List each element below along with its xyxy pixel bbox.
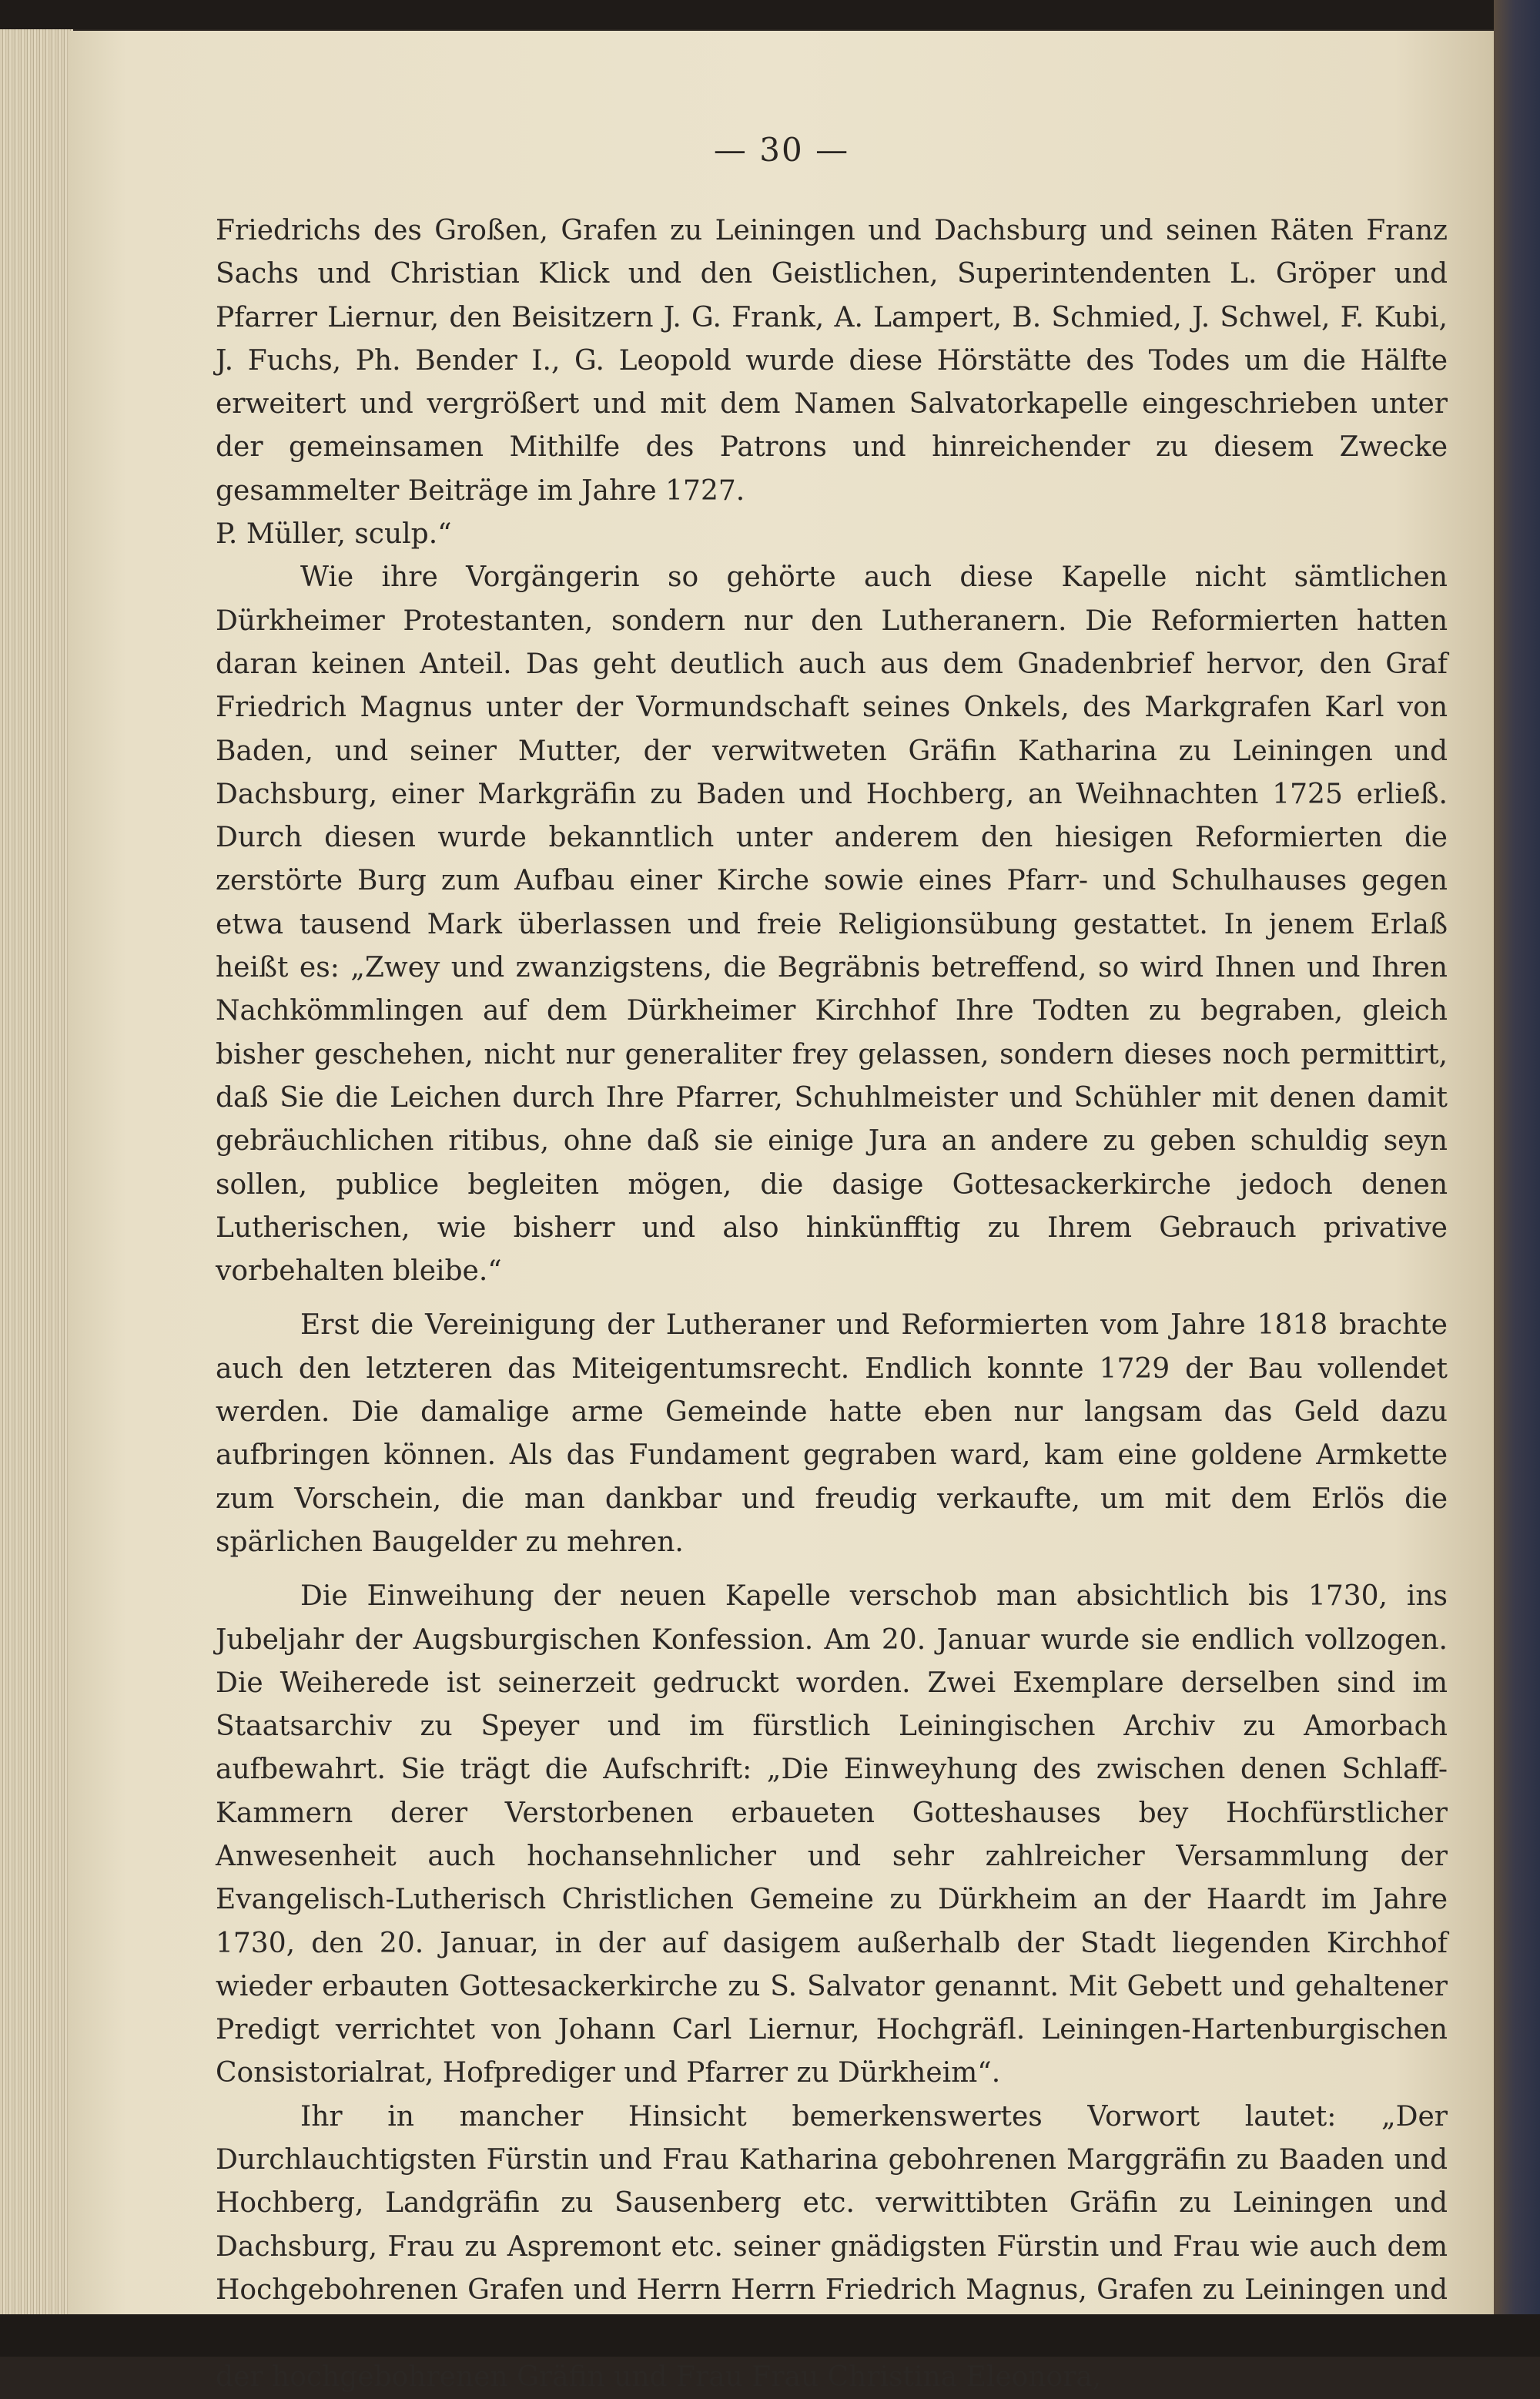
page-number: — 30 — [713,131,850,169]
paragraph: Ihr in mancher Hinsicht bemerkenswertes Vorwort lautet: „Der Durchlauchtigsten Fürstin und Frau Katharina gebohrenen Marggräfin zu Baaden und Hochberg, Landgräfin zu Sausenberg etc. verwittibten Gräfin zu Leiningen und Dachsburg, Frau zu Aspremont etc. seiner gnädigsten Fürstin und Frau wie auch dem Hochgebohrenen Grafen und Herrn Herrn Friedrich Magnus, Grafen zu Leiningen und der hochgebohrenen Gräfin und Frau Frau Christina Eleonora, [216,2100,1448,2393]
paragraph-continuation: Friedrichs des Großen, Grafen zu Leiningen und Dachsburg und seinen Räten Franz Sachs und Christian Klick und den Geistlichen, Superintendenten L. Gröper und Pfarrer Liernur, den Beisitzern J. G. Frank, A. Lampert, B. Schmied, J. Schwel, F. Kubi, J. Fuchs, Ph. Bender I., G. Leopold wurde diese Hörstätte des Todes um die Hälfte erweitert und vergrößert und mit dem Namen Salvatorkapelle eingeschrieben unter der gemeinsamen Mithilfe des Patrons und hinreichender zu diesem Zwecke gesammelter Beiträge im Jahre 1727. [216,215,1448,507]
book-top-edge [0,0,1540,29]
paragraph: Die Einweihung der neuen Kapelle verschob man absichtlich bis 1730, ins Jubeljahr der Augsburgischen Konfession. Am 20. Januar wurde sie endlich vollzogen. Die Weiherede ist seinerzeit gedruckt worden. Zwei Exemplare derselben sind im Staatsarchiv zu Speyer und im fürstlich Leiningischen Archiv zu Amorbach aufbewahrt. Sie trägt die Aufschrift: „Die Einweyhung des zwischen denen Schlaff-Kammern derer Verstorbenen erbaueten Gotteshauses bey Hochfürstlicher Anwesenheit auch hochansehnlicher und sehr zahlreicher Versammlung der Evangelisch-Lutherisch Christlichen Gemeine zu Dürkheim an der Haardt im Jahre 1730, den 20. Januar, in der auf dasigem außerhalb der Stadt liegenden Kirchhof wieder erbauten Gottesackerkirche zu S. Salvator genannt. Mit Gebett und gehaltener Predigt verrichtet von Johann Carl Liernur, Hochgräfl. Leiningen-Hartenburgischen Consistorialrat, Hofprediger und Pfarrer zu Dürkheim“. [216,1580,1448,2089]
book-bottom-edge [0,2314,1540,2357]
paragraph: Erst die Vereinigung der Lutheraner und Reformierten vom Jahre 1818 brachte auch den letzteren das Miteigentumsrecht. Endlich konnte 1729 der Bau vollendet werden. Die damalige arme Gemeinde hatte eben nur langsam das Geld dazu aufbringen können. Als das Fundament gegraben ward, kam eine goldene Armkette zum Vorschein, die man dankbar und freudig verkaufte, um mit dem Erlös die spärlichen Baugelder zu mehren. [216,1309,1448,1558]
paragraph: Wie ihre Vorgängerin so gehörte auch diese Kapelle nicht sämtlichen Dürkheimer Protestanten, sondern nur den Lutheranern. Die Reformierten hatten daran keinen Anteil. Das geht deutlich auch aus dem Gnadenbrief hervor, den Graf Friedrich Magnus unter der Vormundschaft seines Onkels, des Markgrafen Karl von Baden, und seiner Mutter, der verwitweten Gräfin Katharina zu Leiningen und Dachsburg, einer Markgräfin zu Baden und Hochberg, an Weihnachten 1725 erließ. Durch diesen wurde bekanntlich unter anderem den hiesigen Reformierten die zerstörte Burg zum Aufbau einer Kirche sowie eines Pfarr- und Schulhauses gegen etwa tausend Mark überlassen und freie Religionsübung gestattet. In jenem Erlaß heißt es: „Zwey und zwanzigstens, die Begräbnis betreffend, so wird Ihnen und Ihren Nachkömmlingen auf dem Dürkheimer Kirchhof Ihre Todten zu begraben, gleich bisher geschehen, nicht nur generaliter frey gelassen, sondern dieses noch permittirt, daß Sie die Leichen durch Ihre Pfarrer, Schuhlmeister und Schühler mit denen damit gebräuchlichen ritibus, ohne daß sie einige Jura an andere zu geben schuldig seyn sollen, publice begleiten mögen, die dasige Gottesackerkirche jedoch denen Lutherischen, wie bisherr und also hinkünfftig zu Ihrem Gebrauch privative vorbehalten bleibe.“ [216,561,1448,1288]
signature-line: P. Müller, sculp.“ [216,518,452,551]
page-stack-edge [0,29,73,2317]
book-page [69,31,1494,2393]
book-cover-edge [1494,0,1540,2357]
body-text [216,209,1448,2399]
